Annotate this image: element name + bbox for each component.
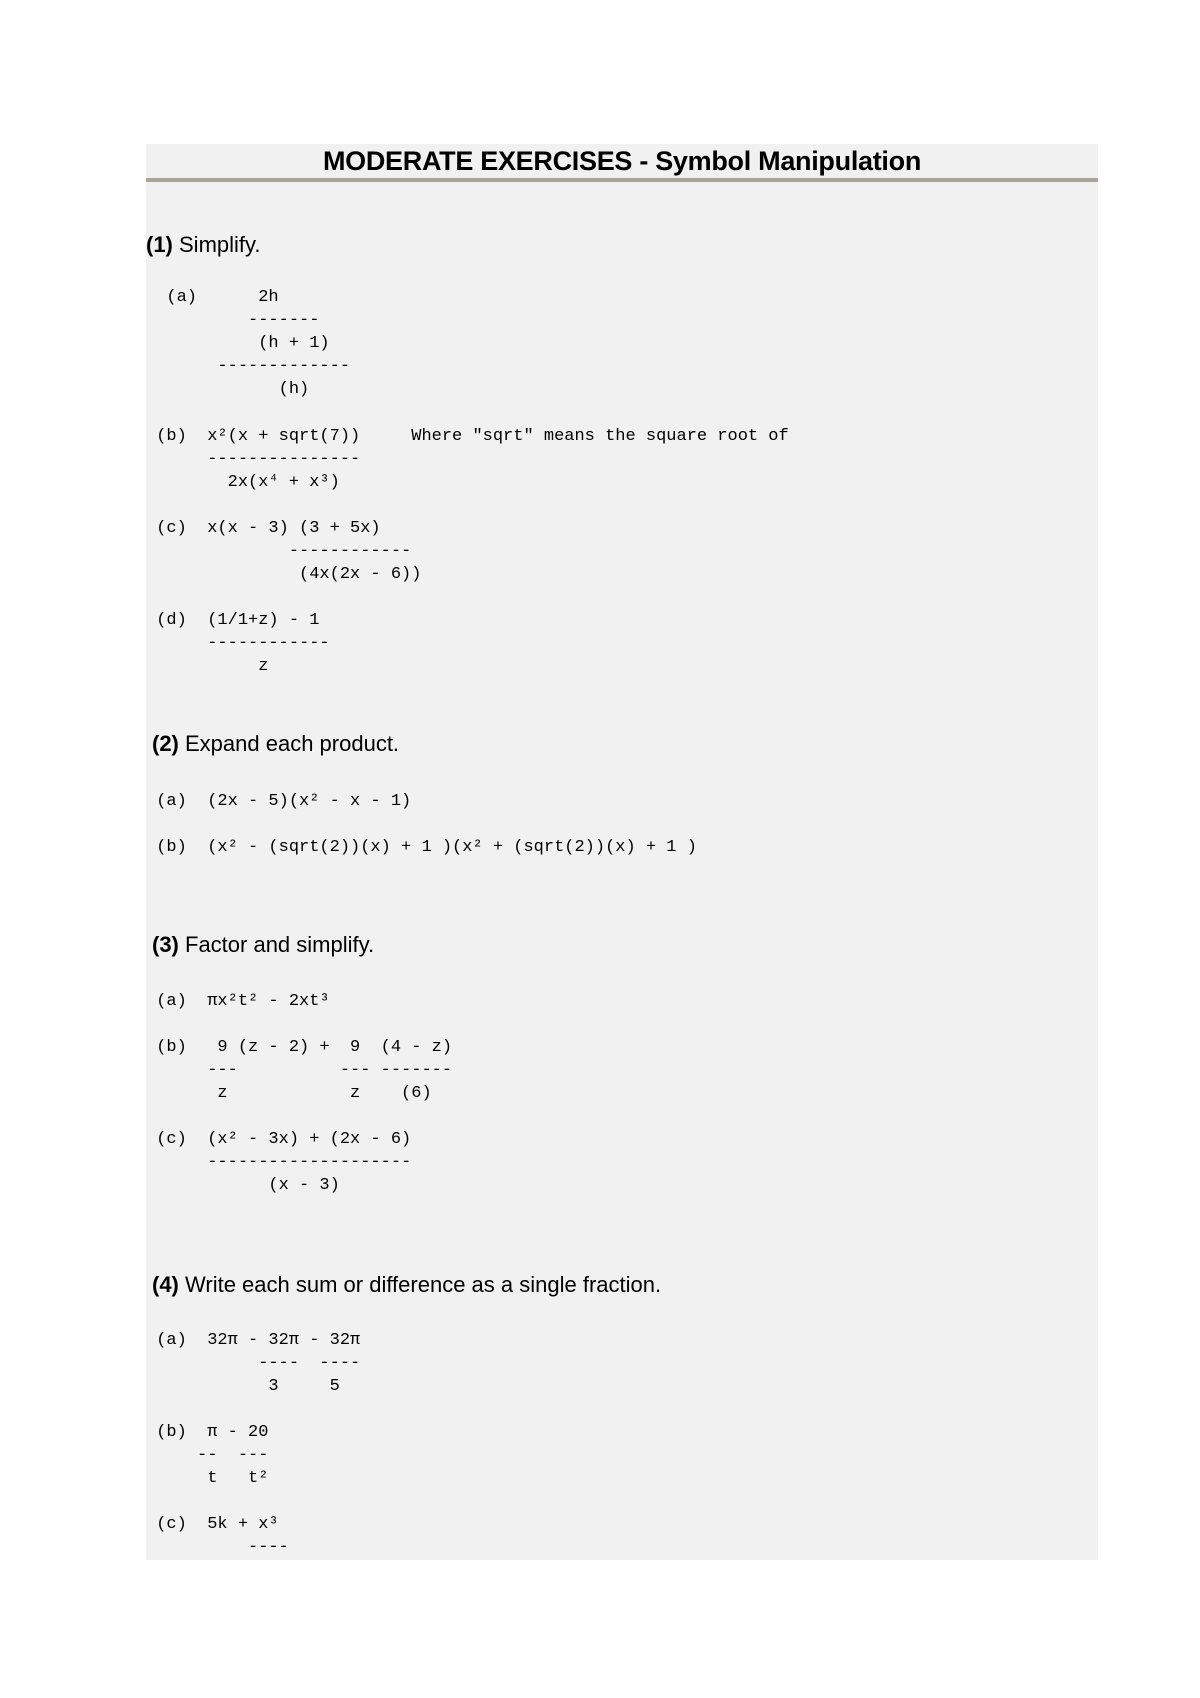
question-2-prompt: Expand each product.	[178, 731, 400, 756]
question-3-prompt: Factor and simplify.	[178, 932, 375, 957]
question-1	[146, 232, 261, 258]
title-underline	[146, 178, 1098, 182]
exercise-1a: (a) 2h ------- (h + 1) ------------- (h)	[166, 288, 351, 399]
question-4-number: (4)	[152, 1272, 179, 1297]
question-3-number: (3)	[152, 932, 179, 957]
exercise-3a: (a) πx²t² - 2xt³	[146, 992, 330, 1011]
exercise-1b: (b) x²(x + sqrt(7)) Where "sqrt" means the square root of --------------- 2x(x⁴ + x³)	[156, 427, 789, 492]
exercise-4a: (a) 32π - 32π - 32π ---- ---- 3 5	[156, 1331, 361, 1396]
exercise-3c: (c) (x² - 3x) + (2x - 6) -------------------- (x - 3)	[156, 1130, 412, 1195]
exercise-2b: (b) (x² - (sqrt(2))(x) + 1 )(x² + (sqrt(2))(x) + 1 )	[146, 838, 697, 857]
question-3	[152, 932, 374, 958]
question-1-prompt: Simplify.	[172, 232, 261, 257]
exercise-1d: (d) (1/1+z) - 1 ------------ z	[156, 611, 330, 676]
exercise-1c: (c) x(x - 3) (3 + 5x) ------------ (4x(2x - 6))	[156, 519, 422, 584]
page-title: MODERATE EXERCISES - Symbol Manipulation	[322, 146, 922, 176]
question-2	[152, 731, 399, 757]
exercise-3b: (b) 9 (z - 2) + 9 (4 - z) --- --- ------- z z (6)	[156, 1038, 453, 1103]
question-4	[152, 1272, 661, 1298]
question-4-prompt: Write each sum or difference as a single fraction.	[178, 1272, 662, 1297]
question-1-number: (1)	[146, 232, 173, 257]
exercise-4b: (b) π - 20 -- --- t t²	[156, 1423, 269, 1488]
exercise-4c: (c) 5k + x³ ----	[156, 1515, 289, 1557]
question-2-number: (2)	[152, 731, 179, 756]
exercise-2a: (a) (2x - 5)(x² - x - 1)	[146, 792, 412, 811]
